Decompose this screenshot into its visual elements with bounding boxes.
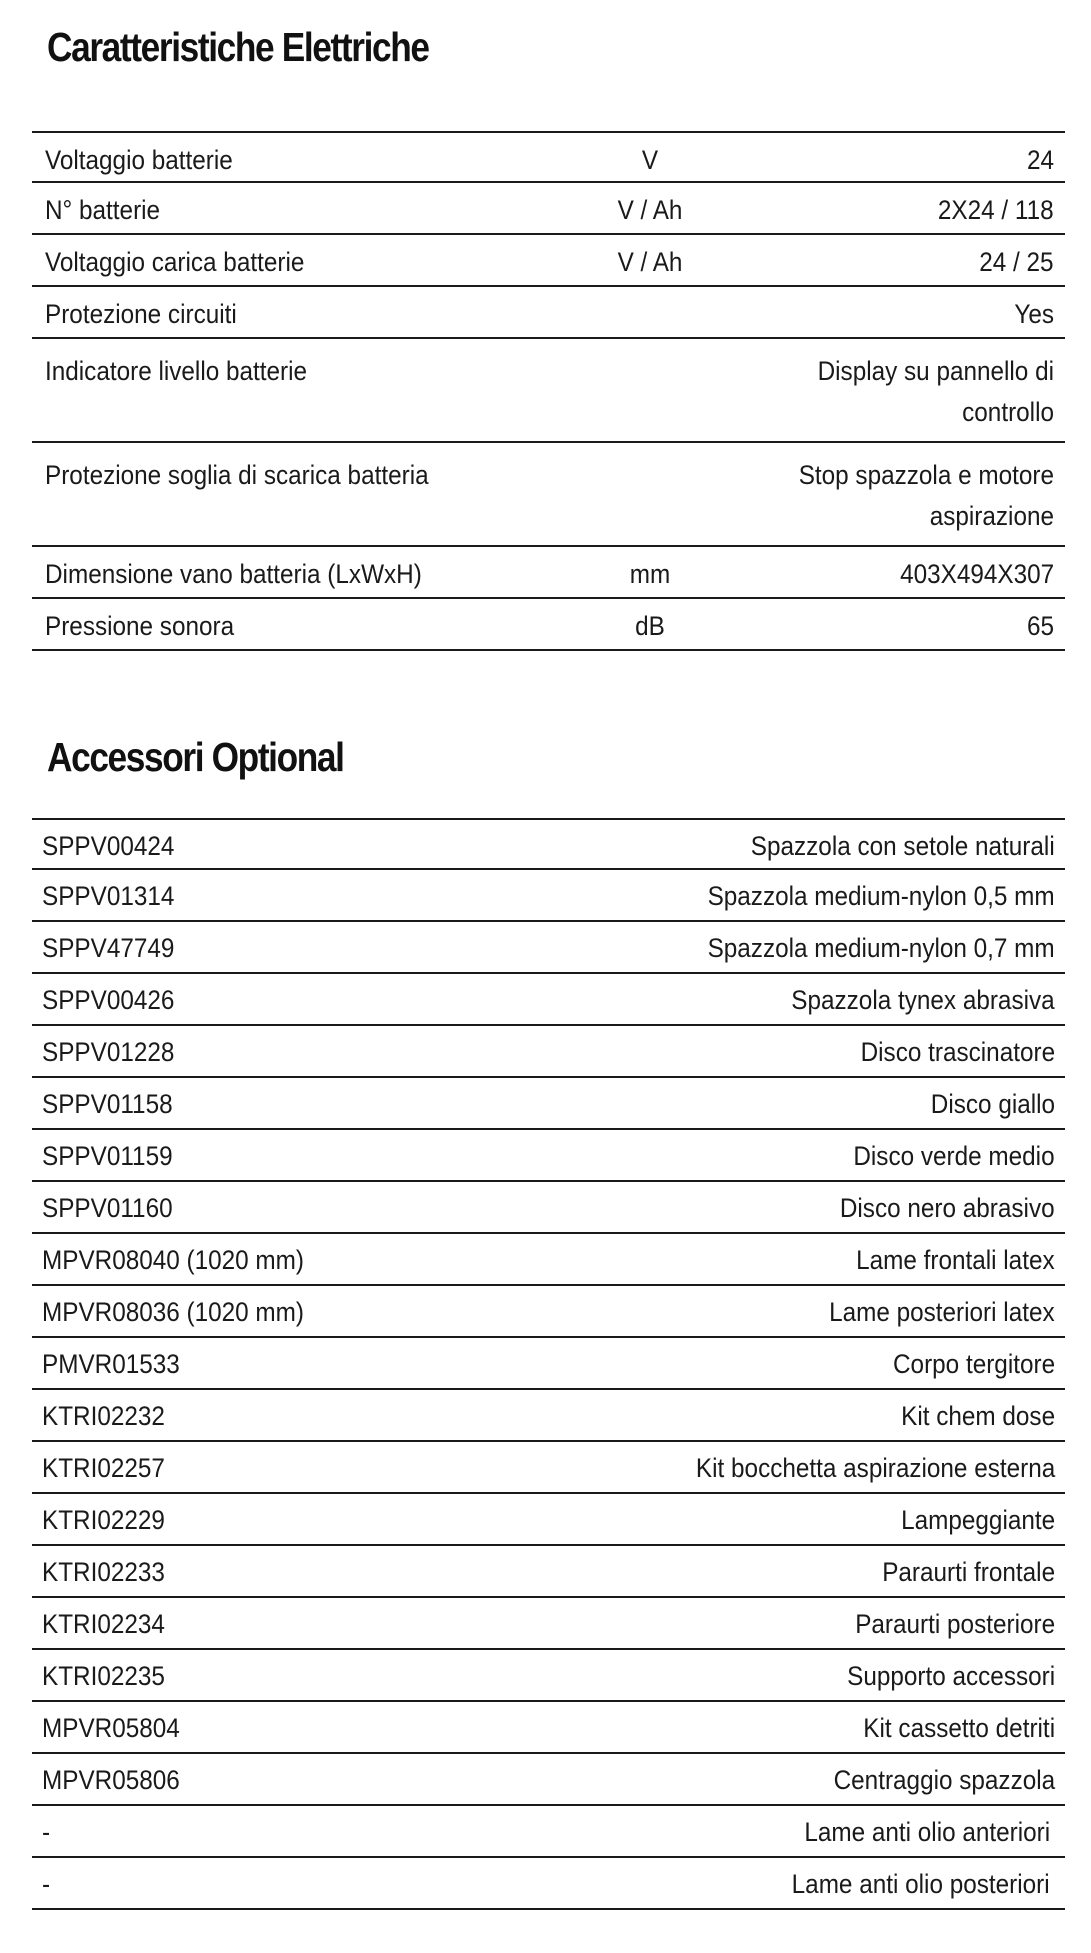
accessory-description: Kit bocchetta aspirazione esterna bbox=[695, 1453, 1055, 1483]
accessory-code: MPVR05806 bbox=[42, 1765, 180, 1795]
accessory-row bbox=[32, 1858, 1065, 1910]
accessory-row bbox=[32, 818, 1065, 870]
spec-unit: mm bbox=[629, 559, 671, 589]
accessory-description: Corpo tergitore bbox=[892, 1349, 1055, 1379]
accessory-row bbox=[32, 1130, 1065, 1182]
spec-label: Indicatore livello batterie bbox=[45, 356, 308, 386]
accessory-description: Disco trascinatore bbox=[860, 1037, 1055, 1067]
spec-value: Stop spazzola e motore aspirazione bbox=[798, 460, 1054, 531]
accessory-description: Disco giallo bbox=[930, 1089, 1055, 1119]
accessory-code: SPPV01314 bbox=[42, 881, 175, 911]
accessory-code: SPPV01228 bbox=[42, 1037, 175, 1067]
spec-value: 24 / 25 bbox=[979, 247, 1054, 277]
accessory-code: KTRI02232 bbox=[42, 1401, 165, 1431]
accessory-description: Supporto accessori bbox=[846, 1661, 1055, 1691]
electrical-section-title: Caratteristiche Elettriche bbox=[47, 24, 429, 70]
accessory-row bbox=[32, 1754, 1065, 1806]
accessory-code: - bbox=[42, 1817, 51, 1847]
accessory-row bbox=[32, 1338, 1065, 1390]
accessory-row bbox=[32, 1650, 1065, 1702]
spec-row-battery-level-indicator bbox=[32, 339, 1065, 443]
accessory-description: Lame anti olio posteriori bbox=[792, 1869, 1050, 1899]
spec-label: Voltaggio carica batterie bbox=[45, 247, 305, 277]
spec-label: Protezione soglia di scarica batteria bbox=[45, 460, 429, 490]
accessory-description: Spazzola medium-nylon 0,5 mm bbox=[707, 881, 1055, 911]
accessory-row bbox=[32, 1182, 1065, 1234]
electrical-specs-table bbox=[32, 131, 1065, 651]
spec-value: Yes bbox=[1014, 299, 1054, 329]
spec-label: Voltaggio batterie bbox=[45, 145, 233, 175]
accessory-code: SPPV01160 bbox=[42, 1193, 173, 1223]
spec-row-battery-compartment bbox=[32, 547, 1065, 599]
accessory-description: Centraggio spazzola bbox=[833, 1765, 1055, 1795]
accessory-description: Paraurti frontale bbox=[882, 1557, 1055, 1587]
accessory-description: Spazzola con setole naturali bbox=[751, 831, 1055, 861]
spec-label: Dimensione vano batteria (LxWxH) bbox=[45, 559, 422, 589]
spec-row-circuit-protection bbox=[32, 287, 1065, 339]
spec-label: N° batterie bbox=[45, 195, 161, 225]
accessory-description: Spazzola medium-nylon 0,7 mm bbox=[707, 933, 1055, 963]
accessory-code: SPPV00426 bbox=[42, 985, 175, 1015]
accessory-row bbox=[32, 1390, 1065, 1442]
spec-unit: V / Ah bbox=[617, 195, 683, 225]
accessory-row bbox=[32, 1234, 1065, 1286]
spec-value: 24 bbox=[1026, 145, 1054, 175]
accessory-code: KTRI02257 bbox=[42, 1453, 165, 1483]
spec-label: Pressione sonora bbox=[45, 611, 235, 641]
accessory-code: KTRI02233 bbox=[42, 1557, 165, 1587]
accessory-row bbox=[32, 974, 1065, 1026]
accessory-description: Lame anti olio anteriori bbox=[804, 1817, 1050, 1847]
accessory-description: Lame posteriori latex bbox=[829, 1297, 1055, 1327]
accessory-row bbox=[32, 1078, 1065, 1130]
accessory-row bbox=[32, 1598, 1065, 1650]
accessory-row bbox=[32, 922, 1065, 974]
accessory-description: Lame frontali latex bbox=[856, 1245, 1055, 1275]
accessory-code: SPPV47749 bbox=[42, 933, 175, 963]
accessory-row bbox=[32, 1286, 1065, 1338]
spec-row-discharge-protection bbox=[32, 443, 1065, 547]
spec-value: Display su pannello di controllo bbox=[817, 356, 1054, 427]
accessory-row bbox=[32, 870, 1065, 922]
accessory-description: Lampeggiante bbox=[900, 1505, 1055, 1535]
accessory-row bbox=[32, 1442, 1065, 1494]
accessory-description: Spazzola tynex abrasiva bbox=[791, 985, 1055, 1015]
accessory-row bbox=[32, 1026, 1065, 1078]
spec-label: Protezione circuiti bbox=[45, 299, 237, 329]
accessory-description: Disco nero abrasivo bbox=[840, 1193, 1055, 1223]
spec-row-battery-voltage bbox=[32, 131, 1065, 183]
spec-row-battery-count bbox=[32, 183, 1065, 235]
spec-row-charger-voltage bbox=[32, 235, 1065, 287]
accessory-code: MPVR05804 bbox=[42, 1713, 180, 1743]
accessory-description: Paraurti posteriore bbox=[855, 1609, 1055, 1639]
accessory-code: MPVR08036 (1020 mm) bbox=[42, 1297, 305, 1327]
accessories-section-title: Accessori Optional bbox=[47, 734, 344, 780]
accessories-table bbox=[32, 818, 1065, 1910]
accessory-code: SPPV01158 bbox=[42, 1089, 173, 1119]
accessory-row bbox=[32, 1702, 1065, 1754]
spec-unit: V / Ah bbox=[617, 247, 683, 277]
accessory-code: KTRI02235 bbox=[42, 1661, 165, 1691]
accessory-row bbox=[32, 1546, 1065, 1598]
accessory-description: Disco verde medio bbox=[853, 1141, 1055, 1171]
accessory-row bbox=[32, 1806, 1065, 1858]
accessory-code: MPVR08040 (1020 mm) bbox=[42, 1245, 305, 1275]
accessory-description: Kit chem dose bbox=[901, 1401, 1055, 1431]
accessory-row bbox=[32, 1494, 1065, 1546]
accessory-code: SPPV01159 bbox=[42, 1141, 173, 1171]
accessory-code: PMVR01533 bbox=[42, 1349, 180, 1379]
spec-unit: V bbox=[641, 145, 659, 175]
spec-value: 2X24 / 118 bbox=[938, 195, 1054, 225]
accessory-code: KTRI02229 bbox=[42, 1505, 165, 1535]
accessory-description: Kit cassetto detriti bbox=[863, 1713, 1055, 1743]
accessory-code: KTRI02234 bbox=[42, 1609, 165, 1639]
spec-row-sound-pressure bbox=[32, 599, 1065, 651]
accessory-code: SPPV00424 bbox=[42, 831, 175, 861]
spec-value: 403X494X307 bbox=[899, 559, 1054, 589]
spec-value: 65 bbox=[1026, 611, 1054, 641]
accessory-code: - bbox=[42, 1869, 51, 1899]
spec-unit: dB bbox=[635, 611, 665, 641]
